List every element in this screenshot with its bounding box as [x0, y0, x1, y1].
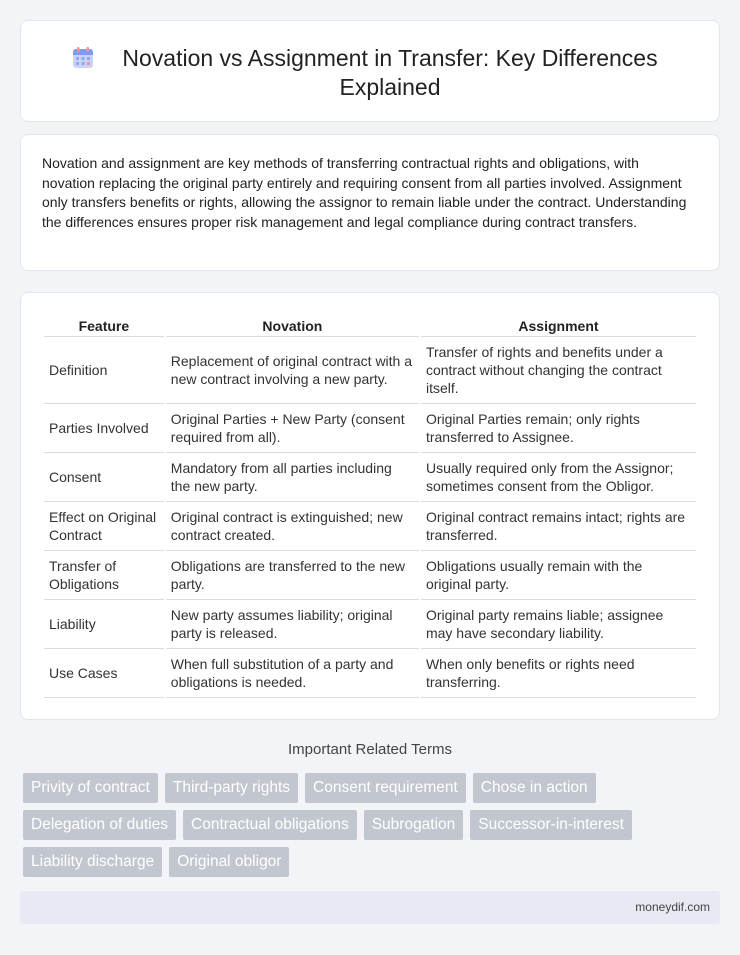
- tag-successor-in-interest[interactable]: Successor-in-interest: [470, 810, 632, 840]
- table-row: [44, 649, 696, 698]
- row-novation: New party assumes liability; original party is released.: [166, 600, 419, 649]
- tag-privity-of-contract[interactable]: Privity of contract: [23, 773, 158, 803]
- tag-liability-discharge[interactable]: Liability discharge: [23, 847, 162, 877]
- tag-delegation-of-duties[interactable]: Delegation of duties: [23, 810, 176, 840]
- page-title: Novation vs Assignment in Transfer: Key Differences Explained: [122, 45, 658, 100]
- table-row: [44, 453, 696, 502]
- comparison-table-card: [20, 292, 720, 720]
- related-terms-title: Important Related Terms: [288, 741, 452, 758]
- tag-contractual-obligations[interactable]: Contractual obligations: [183, 810, 357, 840]
- tag-consent-requirement[interactable]: Consent requirement: [305, 773, 466, 803]
- title-card: [20, 20, 720, 122]
- tag-subrogation[interactable]: Subrogation: [364, 810, 464, 840]
- tag-third-party-rights[interactable]: Third-party rights: [165, 773, 298, 803]
- row-novation: Original contract is extinguished; new contract created.: [166, 502, 419, 551]
- table-row: [44, 404, 696, 453]
- row-feature: Definition: [44, 337, 164, 404]
- header-feature: Feature: [44, 316, 164, 337]
- tag-original-obligor[interactable]: Original obligor: [169, 847, 289, 877]
- row-feature: Liability: [44, 600, 164, 649]
- row-novation: Mandatory from all parties including the new party.: [166, 453, 419, 502]
- header-novation: Novation: [166, 316, 419, 337]
- row-assignment: Obligations usually remain with the original party.: [421, 551, 696, 600]
- row-novation: Original Parties + New Party (consent required from all).: [166, 404, 419, 453]
- intro-paragraph: Novation and assignment are key methods of transferring contractual rights and obligations, with novation replacing the original party entirely and requiring consent from all parties involved. Assignment only transfers benefits or rights, allowing the assignor to remain liable under the contract. Understanding the differences ensures proper risk management and legal compliance during contract transfers.: [42, 155, 687, 230]
- related-terms-tags: [23, 773, 663, 877]
- row-feature: Parties Involved: [44, 404, 164, 453]
- row-novation: Obligations are transferred to the new party.: [166, 551, 419, 600]
- comparison-table: [42, 316, 698, 698]
- row-feature: Use Cases: [44, 649, 164, 698]
- row-novation: Replacement of original contract with a new contract involving a new party.: [166, 337, 419, 404]
- row-assignment: Transfer of rights and benefits under a contract without changing the contract itself.: [421, 337, 696, 404]
- row-novation: When full substitution of a party and obligations is needed.: [166, 649, 419, 698]
- row-assignment: Original Parties remain; only rights transferred to Assignee.: [421, 404, 696, 453]
- table-row: [44, 502, 696, 551]
- row-feature: Effect on Original Contract: [44, 502, 164, 551]
- footer-site-link[interactable]: moneydif.com: [635, 900, 710, 914]
- row-feature: Transfer of Obligations: [44, 551, 164, 600]
- tag-chose-in-action[interactable]: Chose in action: [473, 773, 596, 803]
- table-header-row: [44, 316, 696, 337]
- row-assignment: Usually required only from the Assignor; sometimes consent from the Obligor.: [421, 453, 696, 502]
- row-assignment: Original party remains liable; assignee may have secondary liability.: [421, 600, 696, 649]
- header-assignment: Assignment: [421, 316, 696, 337]
- row-feature: Consent: [44, 453, 164, 502]
- row-assignment: Original contract remains intact; rights are transferred.: [421, 502, 696, 551]
- row-assignment: When only benefits or rights need transferring.: [421, 649, 696, 698]
- intro-card: [20, 134, 720, 271]
- table-row: [44, 600, 696, 649]
- table-row: [44, 337, 696, 404]
- footer: [20, 891, 720, 924]
- table-row: [44, 551, 696, 600]
